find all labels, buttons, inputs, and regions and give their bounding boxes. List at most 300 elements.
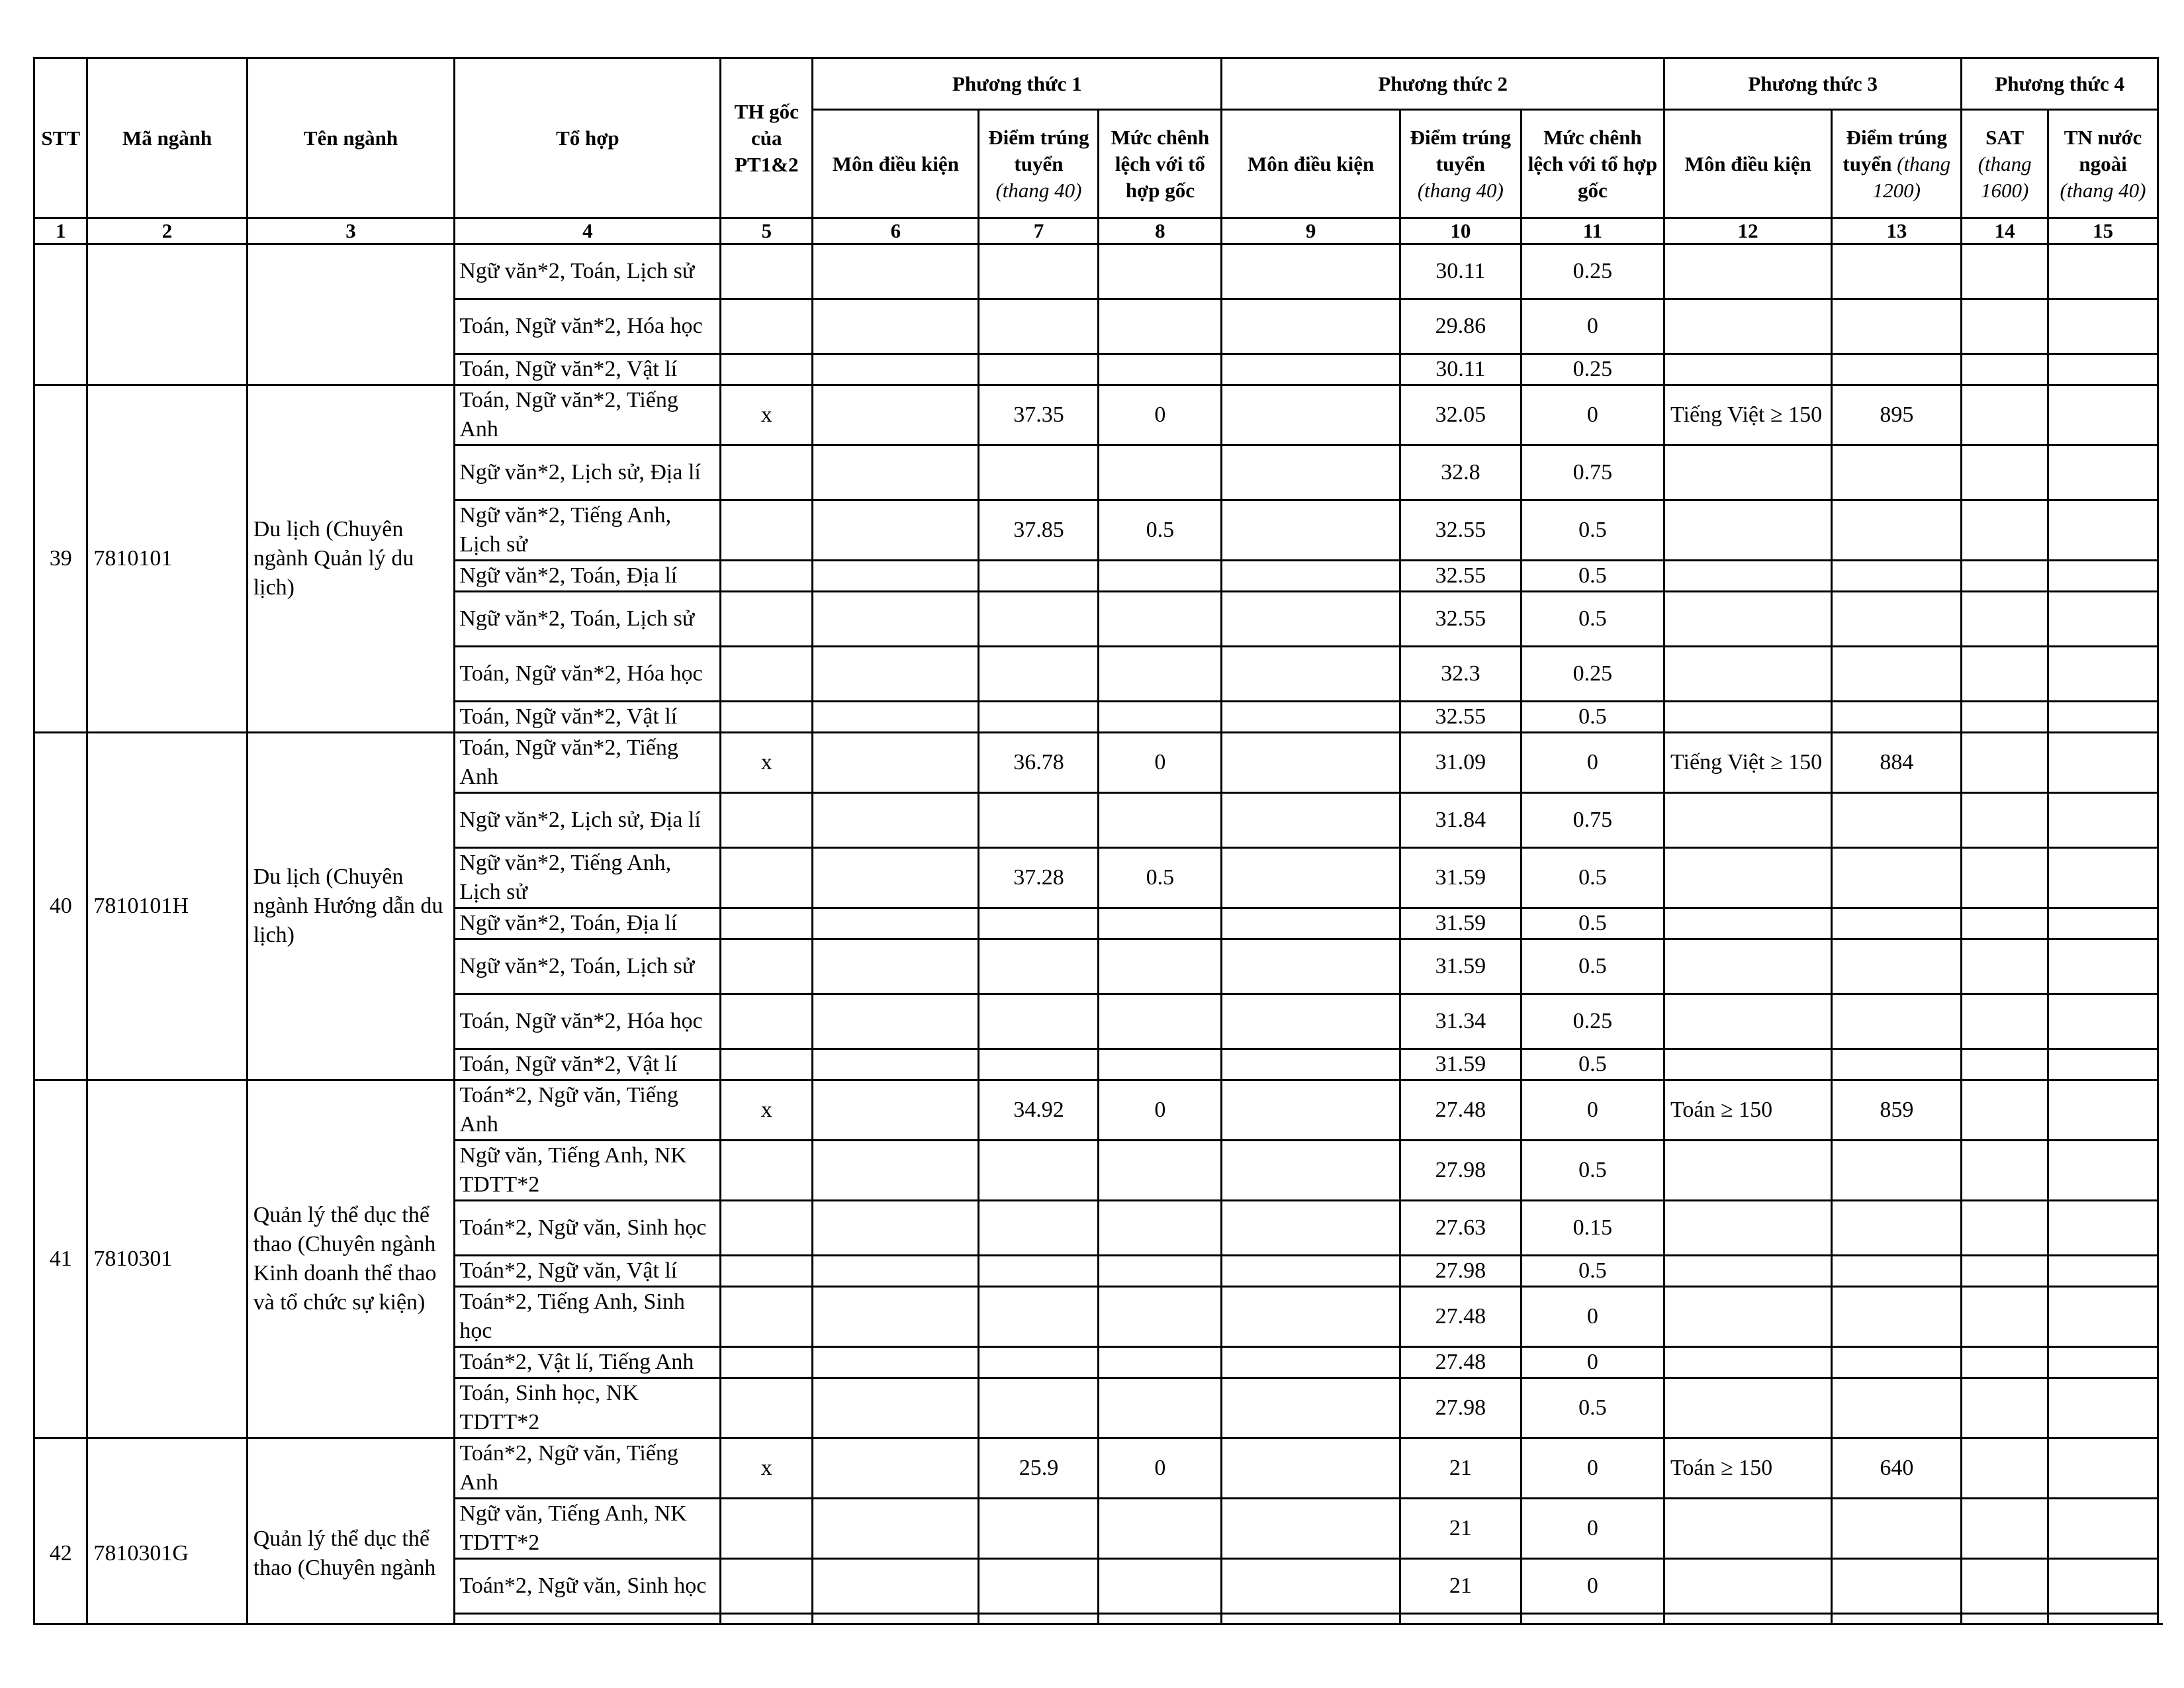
pt1-condition-cell bbox=[813, 1378, 979, 1438]
pt1-condition-cell bbox=[813, 908, 979, 939]
pt3-score-cell bbox=[1832, 1141, 1962, 1201]
pt3-condition-cell bbox=[1664, 561, 1831, 592]
original-combo-mark bbox=[721, 702, 813, 733]
foreign-graduation-cell bbox=[2048, 702, 2158, 733]
pt2-diff-cell: 0 bbox=[1521, 733, 1664, 793]
pt3-score-cell bbox=[1832, 1256, 1962, 1287]
original-combo-mark bbox=[721, 1049, 813, 1080]
column-number: 14 bbox=[1962, 218, 2048, 244]
pt3-condition-cell bbox=[1664, 1256, 1831, 1287]
foreign-graduation-cell bbox=[2048, 1141, 2158, 1201]
pt2-score-cell: 31.09 bbox=[1400, 733, 1521, 793]
sat-cell bbox=[1962, 1049, 2048, 1080]
pt2-condition-cell bbox=[1222, 592, 1400, 647]
original-combo-mark bbox=[721, 354, 813, 385]
combination-cell: Toán, Sinh học, NK TDTT*2 bbox=[455, 1378, 721, 1438]
foreign-graduation-cell bbox=[2048, 1559, 2158, 1614]
combination-cell: Toán*2, Ngữ văn, Vật lí bbox=[455, 1256, 721, 1287]
pt3-condition-cell bbox=[1664, 299, 1831, 354]
pt1-score-cell bbox=[979, 1559, 1099, 1614]
major-code-cell: 7810301 bbox=[87, 1080, 247, 1438]
pt2-diff-cell: 0.25 bbox=[1521, 647, 1664, 702]
pt1-diff-cell bbox=[1099, 299, 1222, 354]
foreign-graduation-cell bbox=[2048, 385, 2158, 445]
sat-cell bbox=[1962, 1438, 2048, 1499]
pt1-condition-cell bbox=[813, 793, 979, 848]
pt2-score-cell: 31.84 bbox=[1400, 793, 1521, 848]
original-combo-mark bbox=[721, 299, 813, 354]
combination-cell: Ngữ văn*2, Toán, Địa lí bbox=[455, 561, 721, 592]
pt2-score-cell bbox=[1400, 1614, 1521, 1626]
foreign-graduation-cell bbox=[2048, 561, 2158, 592]
pt2-diff-cell: 0.25 bbox=[1521, 354, 1664, 385]
foreign-graduation-cell bbox=[2048, 1256, 2158, 1287]
pt1-condition-cell bbox=[813, 1559, 979, 1614]
pt2-score-cell: 27.48 bbox=[1400, 1287, 1521, 1347]
pt2-condition-cell bbox=[1222, 299, 1400, 354]
pt2-diff-cell: 0.5 bbox=[1521, 1141, 1664, 1201]
pt1-diff-cell bbox=[1099, 1256, 1222, 1287]
pt1-condition-cell bbox=[813, 1499, 979, 1559]
pt3-score-cell bbox=[1832, 561, 1962, 592]
header-tn-nuoc-ngoai: TN nước ngoài (thang 40) bbox=[2048, 110, 2158, 218]
pt2-score-cell: 27.98 bbox=[1400, 1141, 1521, 1201]
pt1-diff-cell bbox=[1099, 1287, 1222, 1347]
major-name-cell: Quản lý thể dục thể thao (Chuyên ngành Kinh doanh thể thao và tổ chức sự kiện) bbox=[247, 1080, 455, 1438]
header-sat: SAT (thang 1600) bbox=[1962, 110, 2048, 218]
sat-cell bbox=[1962, 994, 2048, 1049]
pt2-diff-cell: 0.25 bbox=[1521, 994, 1664, 1049]
pt1-condition-cell bbox=[813, 1438, 979, 1499]
pt2-score-cell: 32.3 bbox=[1400, 647, 1521, 702]
foreign-graduation-cell bbox=[2048, 1378, 2158, 1438]
foreign-graduation-cell bbox=[2048, 908, 2158, 939]
pt2-score-cell: 30.11 bbox=[1400, 354, 1521, 385]
pt1-score-cell bbox=[979, 1201, 1099, 1256]
column-number: 13 bbox=[1832, 218, 1962, 244]
foreign-graduation-cell bbox=[2048, 733, 2158, 793]
major-name-cell: Du lịch (Chuyên ngành Quản lý du lịch) bbox=[247, 385, 455, 733]
sat-cell bbox=[1962, 1347, 2048, 1378]
pt1-condition-cell bbox=[813, 939, 979, 994]
pt2-diff-cell: 0.5 bbox=[1521, 561, 1664, 592]
table-body bbox=[34, 244, 2158, 1626]
combination-cell: Ngữ văn, Tiếng Anh, NK TDTT*2 bbox=[455, 1499, 721, 1559]
original-combo-mark bbox=[721, 1614, 813, 1626]
pt3-score-cell bbox=[1832, 299, 1962, 354]
pt1-score-cell bbox=[979, 1049, 1099, 1080]
pt1-score-cell bbox=[979, 354, 1099, 385]
original-combo-mark bbox=[721, 1378, 813, 1438]
pt3-condition-cell bbox=[1664, 647, 1831, 702]
pt1-diff-cell bbox=[1099, 994, 1222, 1049]
pt2-score-cell: 21 bbox=[1400, 1438, 1521, 1499]
table-row bbox=[34, 385, 2158, 445]
original-combo-mark bbox=[721, 1499, 813, 1559]
pt1-condition-cell bbox=[813, 1287, 979, 1347]
pt2-condition-cell bbox=[1222, 1559, 1400, 1614]
pt3-condition-cell bbox=[1664, 1141, 1831, 1201]
foreign-graduation-cell bbox=[2048, 244, 2158, 299]
pt1-diff-cell bbox=[1099, 647, 1222, 702]
pt2-diff-cell: 0 bbox=[1521, 1499, 1664, 1559]
combination-cell: Ngữ văn*2, Tiếng Anh, Lịch sử bbox=[455, 848, 721, 908]
pt2-score-cell: 31.59 bbox=[1400, 939, 1521, 994]
pt2-diff-cell: 0.5 bbox=[1521, 1256, 1664, 1287]
pt1-diff-cell bbox=[1099, 445, 1222, 500]
pt1-score-cell bbox=[979, 939, 1099, 994]
pt2-score-cell: 32.05 bbox=[1400, 385, 1521, 445]
pt3-score-cell bbox=[1832, 1559, 1962, 1614]
column-number: 11 bbox=[1521, 218, 1664, 244]
combination-cell: Toán, Ngữ văn*2, Vật lí bbox=[455, 702, 721, 733]
pt3-score-cell: 895 bbox=[1832, 385, 1962, 445]
foreign-graduation-cell bbox=[2048, 1287, 2158, 1347]
pt1-diff-cell bbox=[1099, 1049, 1222, 1080]
header-stt: STT bbox=[34, 58, 87, 218]
header-phuong-thuc-1: Phương thức 1 bbox=[813, 58, 1222, 110]
pt3-score-cell bbox=[1832, 1201, 1962, 1256]
combination-cell: Ngữ văn*2, Toán, Lịch sử bbox=[455, 592, 721, 647]
pt3-condition-cell bbox=[1664, 1347, 1831, 1378]
pt3-condition-cell bbox=[1664, 994, 1831, 1049]
pt1-diff-cell: 0 bbox=[1099, 1438, 1222, 1499]
pt1-condition-cell bbox=[813, 994, 979, 1049]
foreign-graduation-cell bbox=[2048, 1201, 2158, 1256]
pt2-diff-cell: 0.5 bbox=[1521, 848, 1664, 908]
column-number: 5 bbox=[721, 218, 813, 244]
header-pt2-mon-dieu-kien: Môn điều kiện bbox=[1222, 110, 1400, 218]
pt3-score-cell bbox=[1832, 702, 1962, 733]
pt2-diff-cell: 0.5 bbox=[1521, 1049, 1664, 1080]
sat-cell bbox=[1962, 1378, 2048, 1438]
pt2-condition-cell bbox=[1222, 1347, 1400, 1378]
pt1-diff-cell bbox=[1099, 244, 1222, 299]
column-number: 2 bbox=[87, 218, 247, 244]
original-combo-mark bbox=[721, 1287, 813, 1347]
pt2-score-cell: 27.98 bbox=[1400, 1256, 1521, 1287]
header-pt1-chenh-lech: Mức chênh lệch với tổ hợp gốc bbox=[1099, 110, 1222, 218]
sat-cell bbox=[1962, 1287, 2048, 1347]
pt2-condition-cell bbox=[1222, 500, 1400, 561]
stt-cell: 40 bbox=[34, 733, 87, 1080]
pt3-score-cell bbox=[1832, 244, 1962, 299]
pt2-score-cell: 27.98 bbox=[1400, 1378, 1521, 1438]
pt3-score-cell bbox=[1832, 1049, 1962, 1080]
pt1-diff-cell bbox=[1099, 1499, 1222, 1559]
original-combo-mark bbox=[721, 793, 813, 848]
header-pt3-diem: Điểm trúng tuyển (thang 1200) bbox=[1832, 110, 1962, 218]
original-combo-mark bbox=[721, 1141, 813, 1201]
table-row bbox=[34, 733, 2158, 793]
pt1-condition-cell bbox=[813, 445, 979, 500]
pt2-condition-cell bbox=[1222, 561, 1400, 592]
sat-cell bbox=[1962, 647, 2048, 702]
major-name-cell: Quản lý thể dục thể thao (Chuyên ngành bbox=[247, 1438, 455, 1626]
pt3-score-cell bbox=[1832, 354, 1962, 385]
foreign-graduation-cell bbox=[2048, 354, 2158, 385]
foreign-graduation-cell bbox=[2048, 793, 2158, 848]
pt2-score-cell: 31.34 bbox=[1400, 994, 1521, 1049]
pt1-condition-cell bbox=[813, 1049, 979, 1080]
pt1-condition-cell bbox=[813, 733, 979, 793]
sat-cell bbox=[1962, 385, 2048, 445]
major-code-cell: 7810101H bbox=[87, 733, 247, 1080]
sat-cell bbox=[1962, 908, 2048, 939]
pt2-score-cell: 29.86 bbox=[1400, 299, 1521, 354]
pt3-condition-cell bbox=[1664, 908, 1831, 939]
pt3-score-cell bbox=[1832, 939, 1962, 994]
pt1-diff-cell: 0 bbox=[1099, 1080, 1222, 1141]
sat-cell bbox=[1962, 1141, 2048, 1201]
combination-cell: Ngữ văn, Tiếng Anh, NK TDTT*2 bbox=[455, 1141, 721, 1201]
combination-cell: Toán, Ngữ văn*2, Hóa học bbox=[455, 647, 721, 702]
foreign-graduation-cell bbox=[2048, 299, 2158, 354]
original-combo-mark bbox=[721, 1559, 813, 1614]
pt1-score-cell bbox=[979, 1256, 1099, 1287]
pt3-score-cell bbox=[1832, 500, 1962, 561]
pt1-condition-cell bbox=[813, 385, 979, 445]
header-ma-nganh: Mã ngành bbox=[87, 58, 247, 218]
pt1-diff-cell bbox=[1099, 939, 1222, 994]
pt2-score-cell: 27.48 bbox=[1400, 1347, 1521, 1378]
pt2-score-cell: 32.8 bbox=[1400, 445, 1521, 500]
original-combo-mark: x bbox=[721, 1080, 813, 1141]
combination-cell: Toán*2, Tiếng Anh, Sinh học bbox=[455, 1287, 721, 1347]
pt3-condition-cell bbox=[1664, 848, 1831, 908]
sat-cell bbox=[1962, 733, 2048, 793]
pt1-diff-cell: 0 bbox=[1099, 733, 1222, 793]
sat-cell bbox=[1962, 445, 2048, 500]
major-code-cell: 7810301G bbox=[87, 1438, 247, 1626]
pt2-score-cell: 27.63 bbox=[1400, 1201, 1521, 1256]
pt2-score-cell: 30.11 bbox=[1400, 244, 1521, 299]
pt2-condition-cell bbox=[1222, 793, 1400, 848]
pt2-diff-cell: 0.5 bbox=[1521, 500, 1664, 561]
table-row bbox=[34, 244, 2158, 299]
pt2-score-cell: 27.48 bbox=[1400, 1080, 1521, 1141]
pt1-score-cell bbox=[979, 994, 1099, 1049]
original-combo-mark: x bbox=[721, 733, 813, 793]
column-number: 8 bbox=[1099, 218, 1222, 244]
pt3-score-cell bbox=[1832, 1378, 1962, 1438]
pt2-score-cell: 32.55 bbox=[1400, 561, 1521, 592]
pt3-condition-cell bbox=[1664, 1201, 1831, 1256]
original-combo-mark: x bbox=[721, 1438, 813, 1499]
pt2-score-cell: 21 bbox=[1400, 1499, 1521, 1559]
foreign-graduation-cell bbox=[2048, 1049, 2158, 1080]
combination-cell: Toán, Ngữ văn*2, Vật lí bbox=[455, 1049, 721, 1080]
column-number: 3 bbox=[247, 218, 455, 244]
pt3-score-cell: 859 bbox=[1832, 1080, 1962, 1141]
stt-cell bbox=[34, 244, 87, 385]
pt1-condition-cell bbox=[813, 500, 979, 561]
pt1-condition-cell bbox=[813, 1080, 979, 1141]
column-number: 4 bbox=[455, 218, 721, 244]
pt2-diff-cell: 0 bbox=[1521, 385, 1664, 445]
original-combo-mark bbox=[721, 244, 813, 299]
pt1-score-cell bbox=[979, 1287, 1099, 1347]
pt3-score-cell bbox=[1832, 647, 1962, 702]
sat-cell bbox=[1962, 1559, 2048, 1614]
pt1-score-cell: 34.92 bbox=[979, 1080, 1099, 1141]
major-code-cell: 7810101 bbox=[87, 385, 247, 733]
pt1-condition-cell bbox=[813, 354, 979, 385]
combination-cell: Toán, Ngữ văn*2, Hóa học bbox=[455, 994, 721, 1049]
pt1-score-cell: 37.35 bbox=[979, 385, 1099, 445]
header-pt1-diem: Điểm trúng tuyển (thang 40) bbox=[979, 110, 1099, 218]
pt1-diff-cell bbox=[1099, 908, 1222, 939]
pt1-condition-cell bbox=[813, 592, 979, 647]
pt2-diff-cell: 0.5 bbox=[1521, 702, 1664, 733]
pt2-diff-cell: 0 bbox=[1521, 1080, 1664, 1141]
pt1-condition-cell bbox=[813, 848, 979, 908]
pt3-condition-cell: Tiếng Việt ≥ 150 bbox=[1664, 385, 1831, 445]
pt3-score-cell bbox=[1832, 994, 1962, 1049]
pt2-score-cell: 21 bbox=[1400, 1559, 1521, 1614]
stt-cell: 42 bbox=[34, 1438, 87, 1626]
pt2-condition-cell bbox=[1222, 1438, 1400, 1499]
original-combo-mark bbox=[721, 647, 813, 702]
column-number: 1 bbox=[34, 218, 87, 244]
column-number: 7 bbox=[979, 218, 1099, 244]
header-pt2-diem: Điểm trúng tuyển (thang 40) bbox=[1400, 110, 1521, 218]
header-pt1-mon-dieu-kien: Môn điều kiện bbox=[813, 110, 979, 218]
pt2-condition-cell bbox=[1222, 385, 1400, 445]
sat-cell bbox=[1962, 354, 2048, 385]
combination-cell: Toán, Ngữ văn*2, Tiếng Anh bbox=[455, 385, 721, 445]
pt1-score-cell bbox=[979, 793, 1099, 848]
pt3-condition-cell bbox=[1664, 354, 1831, 385]
pt1-diff-cell bbox=[1099, 793, 1222, 848]
pt3-condition-cell bbox=[1664, 793, 1831, 848]
pt2-condition-cell bbox=[1222, 1499, 1400, 1559]
pt2-diff-cell: 0.15 bbox=[1521, 1201, 1664, 1256]
pt1-score-cell bbox=[979, 445, 1099, 500]
sat-cell bbox=[1962, 1080, 2048, 1141]
pt3-condition-cell bbox=[1664, 592, 1831, 647]
pt2-condition-cell bbox=[1222, 733, 1400, 793]
combination-cell: Toán*2, Ngữ văn, Tiếng Anh bbox=[455, 1080, 721, 1141]
pt3-score-cell bbox=[1832, 1499, 1962, 1559]
sat-cell bbox=[1962, 1256, 2048, 1287]
pt2-diff-cell: 0.75 bbox=[1521, 793, 1664, 848]
pt1-score-cell bbox=[979, 702, 1099, 733]
pt2-condition-cell bbox=[1222, 1378, 1400, 1438]
foreign-graduation-cell bbox=[2048, 445, 2158, 500]
pt2-condition-cell bbox=[1222, 994, 1400, 1049]
combination-cell: Ngữ văn*2, Tiếng Anh, Lịch sử bbox=[455, 500, 721, 561]
column-number: 15 bbox=[2048, 218, 2158, 244]
pt3-score-cell: 884 bbox=[1832, 733, 1962, 793]
pt1-diff-cell: 0 bbox=[1099, 385, 1222, 445]
pt3-score-cell bbox=[1832, 445, 1962, 500]
pt3-condition-cell bbox=[1664, 1378, 1831, 1438]
original-combo-mark bbox=[721, 500, 813, 561]
pt2-diff-cell: 0 bbox=[1521, 299, 1664, 354]
pt2-score-cell: 32.55 bbox=[1400, 500, 1521, 561]
pt3-condition-cell: Tiếng Việt ≥ 150 bbox=[1664, 733, 1831, 793]
pt1-score-cell: 37.85 bbox=[979, 500, 1099, 561]
pt3-condition-cell bbox=[1664, 445, 1831, 500]
pt1-score-cell bbox=[979, 647, 1099, 702]
combination-cell bbox=[455, 1614, 721, 1626]
foreign-graduation-cell bbox=[2048, 1347, 2158, 1378]
pt1-score-cell bbox=[979, 908, 1099, 939]
table-viewport bbox=[33, 57, 2163, 1625]
pt2-condition-cell bbox=[1222, 848, 1400, 908]
pt2-condition-cell bbox=[1222, 1201, 1400, 1256]
pt1-condition-cell bbox=[813, 702, 979, 733]
combination-cell: Ngữ văn*2, Toán, Địa lí bbox=[455, 908, 721, 939]
original-combo-mark bbox=[721, 1347, 813, 1378]
pt3-score-cell bbox=[1832, 1614, 1962, 1626]
pt2-condition-cell bbox=[1222, 908, 1400, 939]
pt2-condition-cell bbox=[1222, 445, 1400, 500]
table-row bbox=[34, 1080, 2158, 1141]
pt2-diff-cell: 0.5 bbox=[1521, 592, 1664, 647]
pt2-condition-cell bbox=[1222, 1080, 1400, 1141]
combination-cell: Toán, Ngữ văn*2, Hóa học bbox=[455, 299, 721, 354]
pt2-condition-cell bbox=[1222, 1287, 1400, 1347]
combination-cell: Toán*2, Vật lí, Tiếng Anh bbox=[455, 1347, 721, 1378]
foreign-graduation-cell bbox=[2048, 939, 2158, 994]
pt2-diff-cell bbox=[1521, 1614, 1664, 1626]
pt2-diff-cell: 0 bbox=[1521, 1559, 1664, 1614]
original-combo-mark bbox=[721, 848, 813, 908]
original-combo-mark bbox=[721, 561, 813, 592]
pt3-score-cell bbox=[1832, 908, 1962, 939]
pt1-score-cell bbox=[979, 299, 1099, 354]
pt2-condition-cell bbox=[1222, 244, 1400, 299]
pt1-diff-cell bbox=[1099, 354, 1222, 385]
pt1-diff-cell: 0.5 bbox=[1099, 848, 1222, 908]
original-combo-mark: x bbox=[721, 385, 813, 445]
pt1-score-cell bbox=[979, 1614, 1099, 1626]
pt3-condition-cell bbox=[1664, 1499, 1831, 1559]
pt2-diff-cell: 0.5 bbox=[1521, 939, 1664, 994]
sat-cell bbox=[1962, 848, 2048, 908]
sat-cell bbox=[1962, 1499, 2048, 1559]
foreign-graduation-cell bbox=[2048, 1499, 2158, 1559]
combination-cell: Toán*2, Ngữ văn, Tiếng Anh bbox=[455, 1438, 721, 1499]
combination-cell: Ngữ văn*2, Lịch sử, Địa lí bbox=[455, 793, 721, 848]
sat-cell bbox=[1962, 1201, 2048, 1256]
pt3-condition-cell bbox=[1664, 939, 1831, 994]
pt3-condition-cell bbox=[1664, 1049, 1831, 1080]
sat-cell bbox=[1962, 793, 2048, 848]
pt1-condition-cell bbox=[813, 299, 979, 354]
combination-cell: Toán*2, Ngữ văn, Sinh học bbox=[455, 1201, 721, 1256]
column-number: 12 bbox=[1664, 218, 1831, 244]
pt2-score-cell: 31.59 bbox=[1400, 1049, 1521, 1080]
pt3-condition-cell: Toán ≥ 150 bbox=[1664, 1080, 1831, 1141]
pt2-score-cell: 32.55 bbox=[1400, 702, 1521, 733]
sat-cell bbox=[1962, 561, 2048, 592]
header-phuong-thuc-4: Phương thức 4 bbox=[1962, 58, 2158, 110]
pt3-score-cell bbox=[1832, 793, 1962, 848]
pt1-condition-cell bbox=[813, 1614, 979, 1626]
stt-cell: 41 bbox=[34, 1080, 87, 1438]
pt1-score-cell bbox=[979, 1141, 1099, 1201]
pt2-condition-cell bbox=[1222, 354, 1400, 385]
pt1-score-cell bbox=[979, 1499, 1099, 1559]
pt1-score-cell bbox=[979, 1378, 1099, 1438]
pt2-condition-cell bbox=[1222, 1256, 1400, 1287]
table-row bbox=[34, 1438, 2158, 1499]
major-name-cell bbox=[247, 244, 455, 385]
original-combo-mark bbox=[721, 1256, 813, 1287]
